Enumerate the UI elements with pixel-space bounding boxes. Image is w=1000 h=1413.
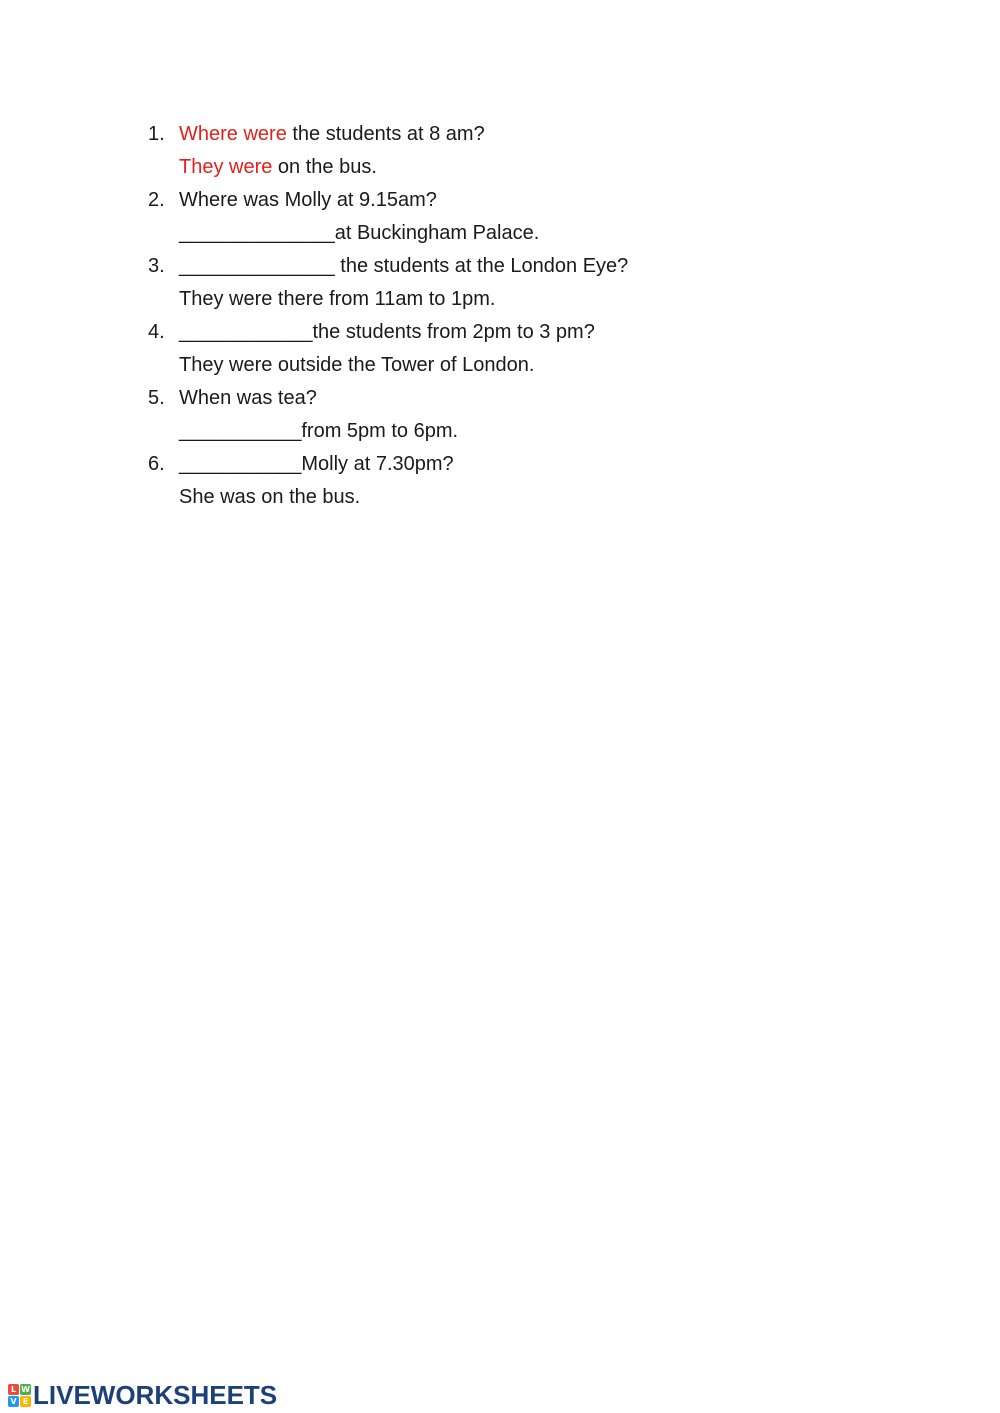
- exercise-item-6: [148, 448, 628, 514]
- exercise-number: 1.: [148, 123, 165, 145]
- exercise-number: 6.: [148, 453, 165, 475]
- question-text: When was tea?: [179, 387, 317, 409]
- answer-line: [179, 481, 628, 514]
- logo-mark-cell: W: [21, 1384, 30, 1394]
- highlighted-text: Where were: [179, 123, 287, 145]
- exercise-number: 4.: [148, 321, 165, 343]
- answer-line: [179, 283, 628, 316]
- answer-line[interactable]: [179, 415, 628, 448]
- answer-text: They were there from 11am to 1pm.: [179, 288, 496, 310]
- question-line[interactable]: [179, 316, 628, 349]
- logo-mark-cell: L: [8, 1384, 19, 1395]
- exercise-item-5: [148, 382, 628, 448]
- exercise-list: [148, 118, 628, 514]
- logo-mark-icon: [8, 1384, 31, 1407]
- question-line[interactable]: [179, 448, 628, 481]
- exercise-item-4: [148, 316, 628, 382]
- exercise-number: 5.: [148, 387, 165, 409]
- answer-text: She was on the bus.: [179, 486, 361, 508]
- exercise-item-3: [148, 250, 628, 316]
- question-line: [179, 118, 628, 151]
- exercise-number: 2.: [148, 189, 165, 211]
- answer-text: ___________from 5pm to 6pm.: [179, 420, 459, 442]
- logo-text: LIVEWORKSHEETS: [33, 1379, 278, 1410]
- question-line: [179, 382, 628, 415]
- answer-line: [179, 151, 628, 184]
- exercise-item-2: [148, 184, 628, 250]
- logo-mark-cell: V: [8, 1396, 19, 1407]
- question-text: Where was Molly at 9.15am?: [179, 189, 437, 211]
- highlighted-text: They were: [179, 156, 273, 178]
- question-text: ______________ the students at the London Eye?: [179, 255, 629, 277]
- exercise-number: 3.: [148, 255, 165, 277]
- answer-text: They were outside the Tower of London.: [179, 354, 535, 376]
- answer-line: [179, 349, 628, 382]
- answer-text: on the bus.: [272, 156, 377, 178]
- question-line: [179, 184, 628, 217]
- answer-text: ______________at Buckingham Palace.: [179, 222, 540, 244]
- logo-mark-cell: E: [20, 1396, 31, 1407]
- answer-line[interactable]: [179, 217, 628, 250]
- liveworksheets-logo[interactable]: [8, 1381, 277, 1409]
- question-text: the students at 8 am?: [286, 123, 485, 145]
- question-text: ___________Molly at 7.30pm?: [179, 453, 454, 475]
- exercise-item-1: [148, 118, 628, 184]
- question-line[interactable]: [179, 250, 628, 283]
- question-text: ____________the students from 2pm to 3 pm?: [179, 321, 595, 343]
